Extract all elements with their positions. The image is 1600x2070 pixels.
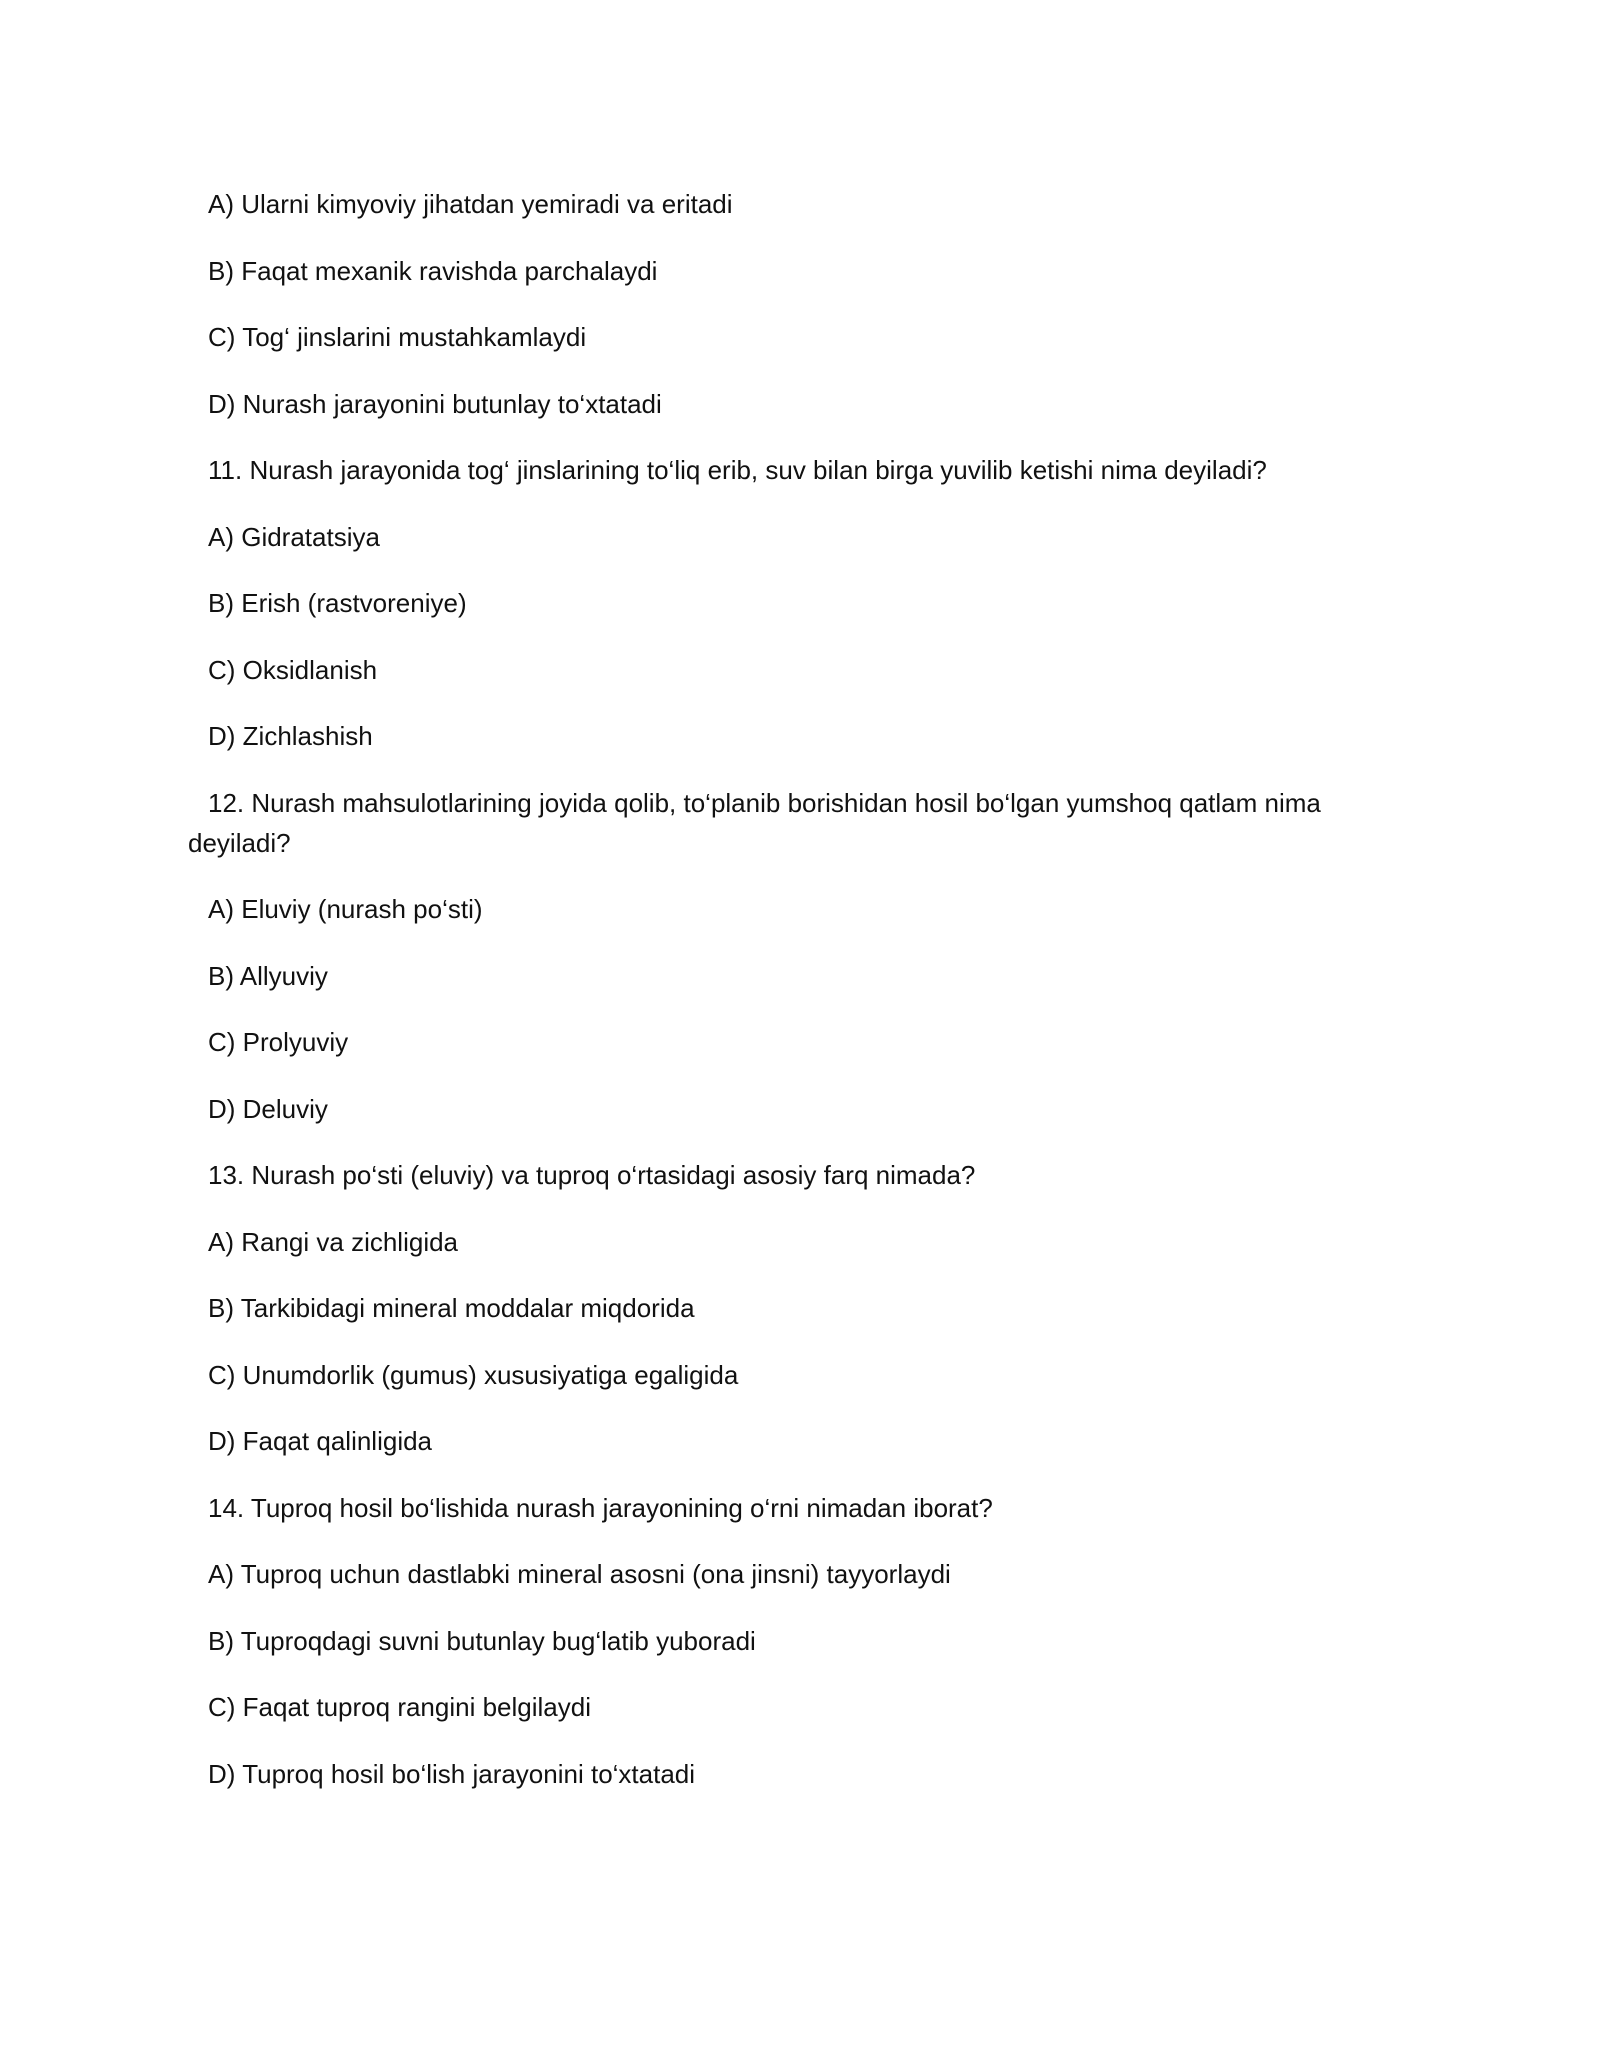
- question-text: 12. Nurash mahsulotlarining joyida qolib, to‘planib borishidan hosil bo‘lgan yumshoq qatlam nima deyiladi?: [188, 787, 1321, 858]
- answer-option: C) Tog‘ jinslarini mustahkamlaydi: [208, 322, 587, 352]
- answer-option: A) Eluviy (nurash po‘sti): [208, 894, 483, 924]
- answer-option: B) Allyuviy: [208, 960, 328, 991]
- answer-option: D) Nurash jarayonini butunlay to‘xtatadi: [208, 388, 662, 419]
- answer-option: A) Rangi va zichligida: [208, 1226, 459, 1257]
- answer-option: B) Faqat mexanik ravishda parchalaydi: [208, 255, 658, 286]
- answer-option: A) Tuproq uchun dastlabki mineral asosni (ona jinsni) tayyorlaydi: [208, 1559, 951, 1589]
- answer-option: D) Deluviy: [208, 1093, 328, 1124]
- document-body: [188, 184, 1368, 1820]
- answer-option: B) Tuproqdagi suvni butunlay bug‘latib yuboradi: [208, 1625, 756, 1656]
- answer-option: B) Tarkibidagi mineral moddalar miqdorida: [208, 1293, 695, 1323]
- answer-option: C) Oksidlanish: [208, 654, 378, 685]
- answer-option: C) Faqat tuproq rangini belgilaydi: [208, 1692, 591, 1722]
- question-text: 11. Nurash jarayonida tog‘ jinslarining to‘liq erib, suv bilan birga yuvilib ketishi nima deyiladi?: [208, 455, 1267, 485]
- answer-option: D) Zichlashish: [208, 721, 373, 751]
- answer-option: C) Prolyuviy: [208, 1027, 349, 1057]
- answer-option: A) Gidratatsiya: [208, 521, 380, 552]
- answer-option: C) Unumdorlik (gumus) xususiyatiga egaligida: [208, 1359, 739, 1390]
- answer-option: B) Erish (rastvoreniye): [208, 588, 467, 618]
- question-text: 14. Tuproq hosil bo‘lishida nurash jarayonining o‘rni nimadan iborat?: [208, 1492, 993, 1523]
- question-text: 13. Nurash po‘sti (eluviy) va tuproq o‘rtasidagi asosiy farq nimada?: [208, 1160, 976, 1190]
- answer-option: D) Faqat qalinligida: [208, 1426, 433, 1456]
- answer-option: D) Tuproq hosil bo‘lish jarayonini to‘xtatadi: [208, 1758, 696, 1789]
- answer-option: A) Ularni kimyoviy jihatdan yemiradi va eritadi: [208, 189, 733, 219]
